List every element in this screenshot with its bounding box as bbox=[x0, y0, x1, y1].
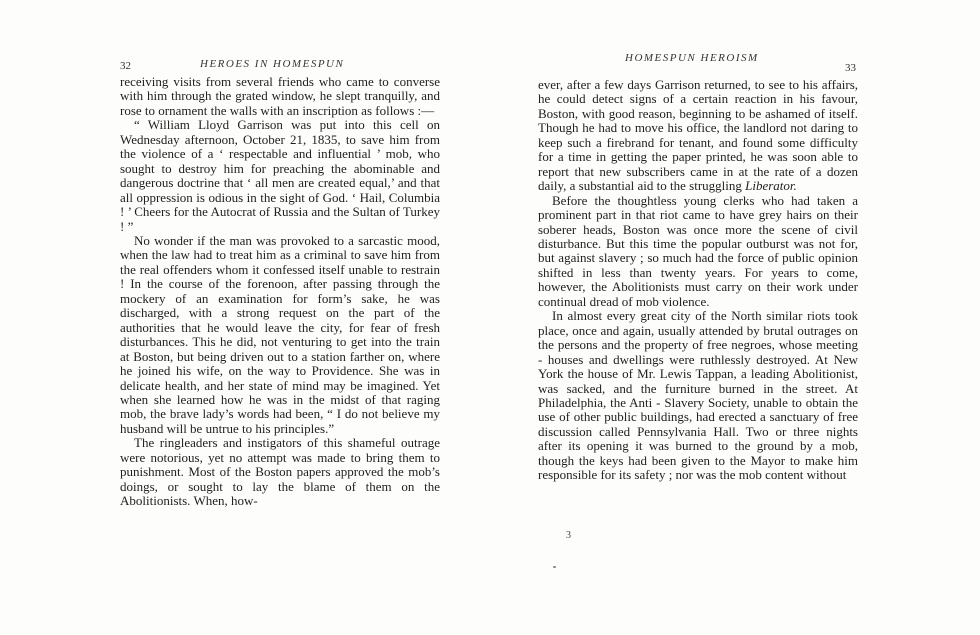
left-running-head: HEROES IN HOMESPUN bbox=[200, 58, 345, 70]
ink-speck bbox=[553, 566, 556, 568]
left-paragraph-2: “ William Lloyd Garrison was put into this cell on Wednesday afternoon, October 21, 1835, to save him from the violence of a ‘ respectable and influential ’ mob, who sought to destroy him for preaching the abominable and dangerous doctrine that ‘ all men are created equal,’ and that all oppression is odious in the sight of God. ‘ Hail, Columbia ! ’ Cheers for the Autocrat of Russia and the Sultan of Turkey ! ” bbox=[120, 117, 440, 234]
left-paragraph-4: The ringleaders and instigators of this shameful outrage were notorious, yet no attempt was made to bring them to punishment. Most of the Boston papers approved the mob’s doings, or sought to lay the blame of them on the Abolitionists. When, how- bbox=[120, 435, 440, 509]
left-paragraph-3: No wonder if the man was provoked to a sarcastic mood, when the law had to treat him as a criminal to save him from the real offenders whom it confessed itself unable to restrain ! In the course of the forenoon, after passing through the mockery of an examination for form’s sake, he was discharged, with a strong request on the part of the authorities that he would leave the city, for fear of fresh disturbances. This he did, not venturing to get into the train at Boston, but being driven out to a station farther on, where he joined his wife, on the way to Providence. She was in delicate health, and her state of mind may be imagined. Yet when she learned how he was in the midst of that raging mob, the brave lady’s words had been, “ I do not believe my husband will be untrue to his principles.” bbox=[120, 232, 440, 436]
left-paragraph-1: receiving visits from several friends who came to converse with him through the grated window, he slept tranquilly, and rose to ornament the walls with an inscription as follows :— bbox=[120, 74, 440, 118]
right-paragraph-1: Before the thoughtless young clerks who had taken a prominent part in that riot came to have grey hairs on their soberer heads, Boston was once more the scene of civil disturbance. But this time the popular outburst was not for, but against slavery ; so much had the force of public opinion shifted in less than twenty years. For years to come, however, the Abolitionists must carry on their work under continual dread of mob violence. bbox=[538, 192, 858, 309]
right-continuation-text: ever, after a few days Garrison returned, to see to his affairs, he could detect signs of a certain reaction in his favour, Boston, with good reason, beginning to be ashamed of itself. Though he had to move his office, the landlord not daring to keep such a firebrand for tenant, and found some difficulty for a time in getting the paper printed, he was soon able to report that new subscribers came in at the rate of a dozen daily, a substantial aid to the struggling bbox=[538, 77, 858, 194]
right-continuation-paragraph bbox=[538, 78, 858, 194]
right-paragraph-2: In almost every great city of the North similar riots took place, once and again, usually attended by brutal outrages on the persons and the property of free negroes, whose meeting - houses and dwellings were ruthlessly destroyed. At New York the house of Mr. Lewis Tappan, a leading Abolitionist, was sacked, and the furniture burned in the street. At Philadelphia, the Anti - Slavery Society, unable to obtain the use of other public buildings, had erected a sanctuary of free discussion called Pennsylvania Hall. Two or three nights after its opening it was burned to the ground by a mob, though the keys had been given to the Mayor to make him responsible for its safety ; nor was the mob content without bbox=[538, 308, 858, 483]
right-text-block bbox=[538, 78, 858, 483]
right-page bbox=[490, 0, 980, 635]
right-page-number: 33 bbox=[845, 62, 856, 74]
left-text-block bbox=[120, 75, 440, 509]
left-page-number: 32 bbox=[120, 60, 131, 72]
signature-mark: 3 bbox=[566, 530, 571, 541]
right-running-head: HOMESPUN HEROISM bbox=[625, 52, 759, 64]
liberator-title: Liberator. bbox=[745, 178, 797, 194]
